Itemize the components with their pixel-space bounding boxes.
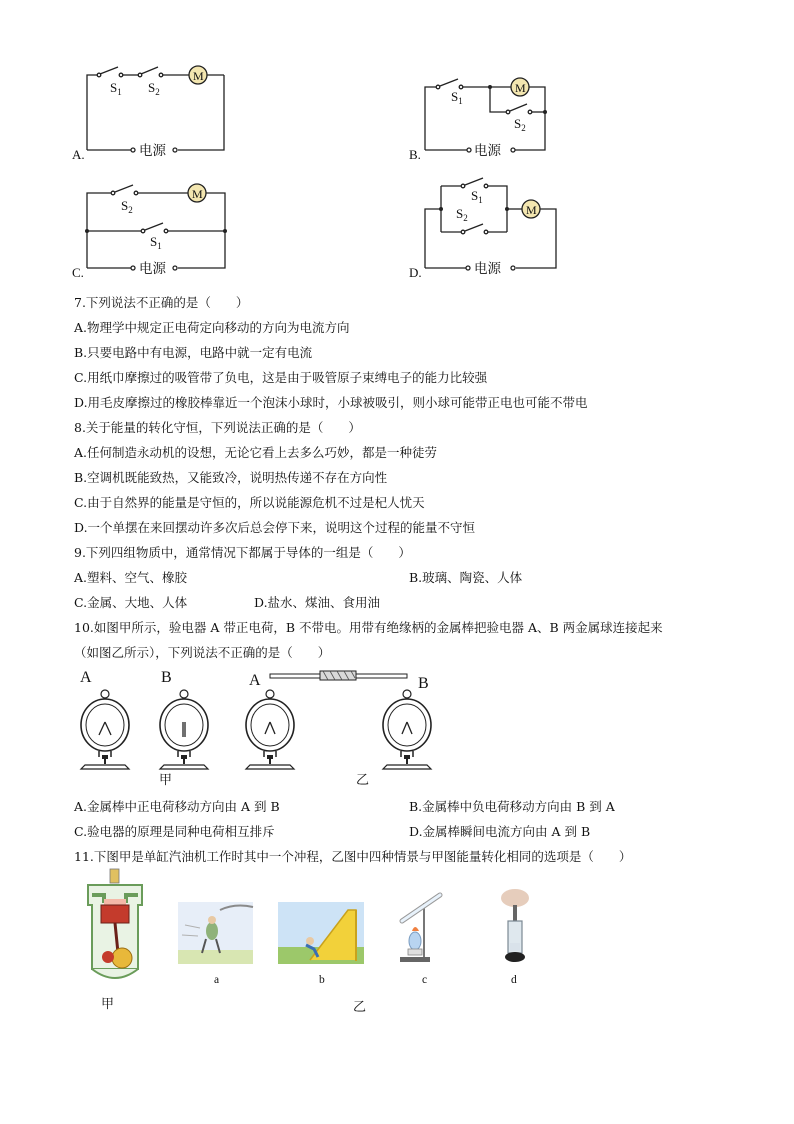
label-jia-engine: 甲: [101, 996, 115, 1011]
circuit-d-source: 电源: [474, 261, 501, 276]
q7-option-c: C.用纸巾摩擦过的吸管带了负电，这是由于吸管原子束缚电子的能力比较强: [74, 370, 488, 385]
circuit-d-motor: M: [526, 203, 537, 217]
circuit-d-s2: $S_2$: [456, 206, 468, 223]
circuit-b-label: B.: [409, 147, 421, 162]
q8-option-b: B.空调机既能致热，又能致冷，说明热传递不存在方向性: [74, 470, 388, 485]
label-c-scene: c: [422, 974, 428, 986]
electroscope-b-connected: [383, 690, 431, 769]
circuit-c-motor: M: [192, 187, 203, 201]
q9-option-a: A.塑料、空气、橡胶: [74, 570, 188, 585]
label-b2: B: [418, 675, 429, 692]
label-yi: 乙: [356, 772, 370, 787]
q8-option-d: D.一个单摆在来回摆动许多次后总会停下来，说明这个过程的能量不守恒: [74, 520, 476, 535]
circuit-a-source: 电源: [139, 143, 166, 158]
circuit-d-s1: $S_1$: [471, 188, 483, 205]
q10-option-d: D.金属棒瞬间电流方向由 A 到 B: [409, 824, 591, 839]
label-a2: A: [249, 672, 261, 689]
circuit-c-s1: $S_1$: [150, 234, 162, 251]
circuit-c-label: C.: [72, 265, 84, 280]
circuit-b: [425, 78, 547, 152]
circuit-a-motor: M: [193, 69, 204, 83]
circuit-b-s2: $S_2$: [514, 116, 526, 133]
q10-stem-line1: 10.如图甲所示，验电器 A 带正电荷，B 不带电。用带有绝缘柄的金属棒把验电器 A、B 两金属球连接起来: [74, 620, 663, 635]
electroscope-a: [81, 690, 129, 769]
q10-option-c: C.验电器的原理是同种电荷相互排斥: [74, 824, 275, 839]
circuit-c-source: 电源: [139, 261, 166, 276]
q9-option-b: B.玻璃、陶瓷、人体: [409, 570, 523, 585]
metal-rod: [270, 671, 407, 680]
q10-option-b: B.金属棒中负电荷移动方向由 B 到 A: [409, 799, 615, 814]
circuit-a-s2: $S_2$: [148, 80, 160, 97]
label-d-scene: d: [511, 974, 517, 986]
scene-b-image: [278, 902, 364, 964]
q8-option-a: A.任何制造永动机的设想，无论它看上去多么巧妙，都是一种徒劳: [74, 445, 438, 460]
scene-a-image: [178, 902, 253, 964]
circuit-c: [85, 184, 227, 270]
q10-stem-line2: （如图乙所示），下列说法不正确的是（ ）: [74, 645, 331, 660]
circuit-c-s2: $S_2$: [121, 198, 133, 215]
q11-stem: 11.下图甲是单缸汽油机工作时其中一个冲程，乙图中四种情景与甲图能量转化相同的选项是（ ）: [74, 849, 632, 864]
circuit-b-s1: $S_1$: [451, 89, 463, 106]
engine-cylinder-image: [88, 869, 142, 978]
electroscope-b: [160, 690, 208, 769]
q9-stem: 9.下列四组物质中，通常情况下都属于导体的一组是（ ）: [74, 545, 411, 560]
q8-stem: 8.关于能量的转化守恒，下列说法正确的是（ ）: [74, 420, 361, 435]
label-a-scene: a: [214, 974, 220, 986]
label-b-scene: b: [319, 974, 325, 986]
q7-stem: 7.下列说法不正确的是（ ）: [74, 295, 249, 310]
q8-option-c: C.由于自然界的能量是守恒的，所以说能源危机不过是杞人忧天: [74, 495, 425, 510]
circuit-d: [425, 178, 556, 270]
circuit-b-motor: M: [515, 81, 526, 95]
circuit-a-label: A.: [72, 147, 85, 162]
energy-figure: [70, 865, 550, 1015]
q7-option-d: D.用毛皮摩擦过的橡胶棒靠近一个泡沫小球时，小球被吸引，则小球可能带正电也可能不带电: [74, 395, 588, 410]
circuit-b-source: 电源: [474, 143, 501, 158]
q10-option-a: A.金属棒中正电荷移动方向由 A 到 B: [74, 799, 280, 814]
q7-option-b: B.只要电路中有电源，电路中就一定有电流: [74, 345, 313, 360]
q9-option-d: D.盐水、煤油、食用油: [254, 595, 381, 610]
label-a: A: [80, 669, 92, 686]
electroscope-a-connected: [246, 690, 294, 769]
q9-option-c: C.金属、大地、人体: [74, 595, 188, 610]
electroscope-figure: [70, 665, 450, 790]
label-yi-scenes: 乙: [353, 999, 367, 1014]
circuit-d-label: D.: [409, 265, 422, 280]
circuit-figures: [0, 0, 794, 290]
label-b: B: [161, 669, 172, 686]
scene-c-image: [400, 895, 440, 962]
q7-option-a: A.物理学中规定正电荷定向移动的方向为电流方向: [74, 320, 350, 335]
circuit-a-s1: $S_1$: [110, 80, 122, 97]
scene-d-image: [501, 889, 529, 962]
label-jia: 甲: [159, 772, 173, 787]
